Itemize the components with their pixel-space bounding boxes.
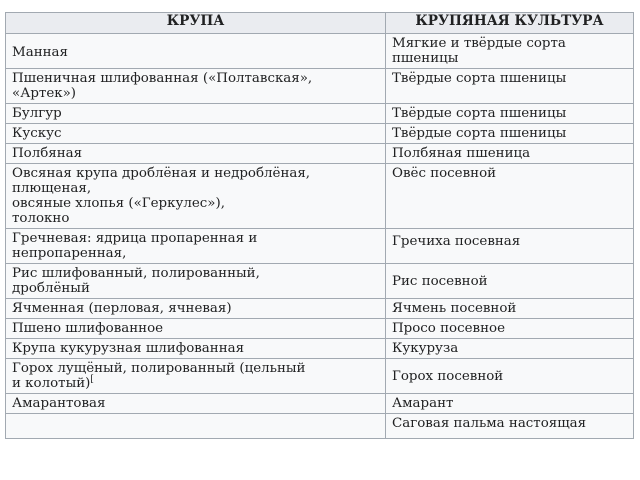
crop-cell (386, 124, 634, 144)
crop-cell (386, 339, 634, 359)
crop-cell (386, 229, 634, 264)
grain-cell (6, 229, 386, 264)
crop-cell (386, 264, 634, 299)
header-grain: КРУПА (6, 13, 386, 34)
grain-cell (6, 264, 386, 299)
table-row (6, 299, 634, 319)
table-row (6, 104, 634, 124)
grain-text: плющеная, (12, 181, 92, 196)
grain-cell (6, 339, 386, 359)
header-crop: КРУПЯНАЯ КУЛЬТУРА (386, 13, 634, 34)
table-row (6, 124, 634, 144)
grain-cell (6, 124, 386, 144)
table-header-row (6, 13, 634, 34)
crop-text: Твёрдые сорта пшеницы (392, 71, 567, 86)
crop-cell (386, 414, 634, 439)
table-row (6, 339, 634, 359)
grain-cell (6, 164, 386, 229)
crop-text: Амарант (392, 396, 454, 411)
crop-cell (386, 359, 634, 394)
grain-cell (6, 104, 386, 124)
grain-text: Рис шлифованный, полированный, (12, 266, 260, 281)
grain-text: Манная (12, 45, 68, 60)
grain-cell (6, 319, 386, 339)
grain-text: Кускус (12, 126, 62, 141)
crop-cell (386, 319, 634, 339)
crop-text: Твёрдые сорта пшеницы (392, 126, 567, 141)
grain-crop-table (5, 12, 634, 439)
grain-text: Пшено шлифованное (12, 321, 164, 336)
grain-text: Горох лущёный, полированный (цельный (12, 361, 306, 376)
crop-text: Полбяная пшеница (392, 146, 531, 161)
crop-text: Твёрдые сорта пшеницы (392, 106, 567, 121)
grain-cell (6, 414, 386, 439)
grain-table-container (5, 12, 633, 439)
grain-cell (6, 144, 386, 164)
crop-cell (386, 299, 634, 319)
grain-text: овсяные хлопья («Геркулес»), (12, 196, 225, 211)
grain-text: Пшеничная шлифованная («Полтавская», (12, 71, 313, 86)
table-row (6, 229, 634, 264)
crop-text: Просо посевное (392, 321, 505, 336)
table-row (6, 34, 634, 69)
grain-text: Булгур (12, 106, 62, 121)
crop-text: Горох посевной (392, 368, 504, 384)
grain-text: Крупа кукурузная шлифованная (12, 341, 245, 356)
crop-cell (386, 104, 634, 124)
crop-cell (386, 394, 634, 414)
grain-text: Амарантовая (12, 396, 106, 411)
crop-cell (386, 144, 634, 164)
grain-text: Полбяная (12, 146, 83, 161)
table-row (6, 414, 634, 439)
crop-text: Ячмень посевной (392, 301, 517, 316)
crop-text: Кукуруза (392, 341, 459, 356)
grain-text: непропаренная, (12, 246, 127, 261)
grain-cell (6, 299, 386, 319)
crop-text: Мягкие и твёрдые сорта (392, 36, 566, 51)
table-row (6, 319, 634, 339)
grain-text: толокно (12, 211, 70, 226)
grain-text: Гречневая: ядрица пропаренная и (12, 231, 258, 246)
grain-cell (6, 394, 386, 414)
grain-text: Ячменная (перловая, ячневая) (12, 301, 232, 316)
grain-cell (6, 34, 386, 69)
table-row (6, 164, 634, 229)
crop-text: Рис посевной (392, 273, 488, 289)
crop-cell (386, 69, 634, 104)
crop-text: пшеницы (392, 51, 459, 66)
crop-cell (386, 164, 634, 229)
grain-text: дроблёный (12, 281, 90, 296)
grain-cell (6, 69, 386, 104)
crop-text: Саговая пальма настоящая (392, 416, 587, 431)
crop-text: Гречиха посевная (392, 233, 521, 249)
table-row (6, 394, 634, 414)
reference-mark[interactable]: [ (90, 374, 94, 385)
grain-cell (6, 359, 386, 394)
grain-text-with-ref (12, 376, 380, 391)
table-row (6, 144, 634, 164)
crop-cell (386, 34, 634, 69)
grain-text: Овсяная крупа дроблёная и недроблёная, (12, 166, 311, 181)
table-row (6, 264, 634, 299)
grain-text: «Артек») (12, 86, 77, 101)
grain-text: и колотый) (12, 376, 91, 391)
table-row (6, 359, 634, 394)
table-row (6, 69, 634, 104)
crop-text: Овёс посевной (392, 166, 497, 181)
